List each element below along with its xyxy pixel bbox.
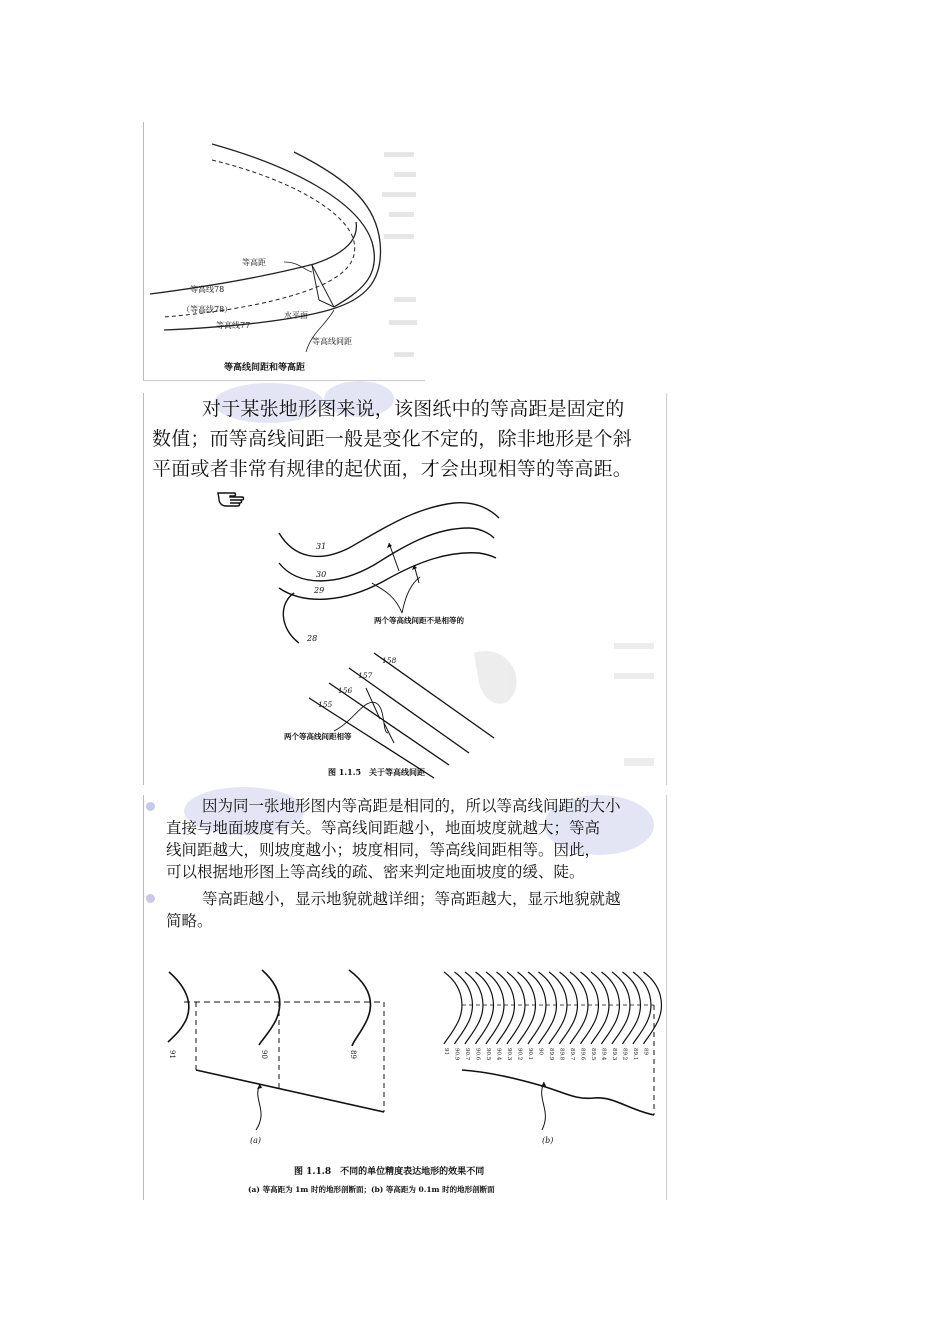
sublabel-b: (b) (542, 1136, 554, 1145)
contour-31-line (279, 503, 499, 557)
a-label-91: 91 (168, 1050, 176, 1059)
b-contour-label: 90.3 (506, 1048, 512, 1061)
contour-label-28: 28 (307, 634, 318, 643)
b-contour-line (455, 972, 473, 1044)
b-contour-line (633, 972, 651, 1044)
contour-label-29: 29 (314, 586, 325, 595)
contour-label-158: 158 (382, 656, 397, 665)
bullet2-line-2: 简略。 (166, 912, 213, 930)
b-label-group (443, 1048, 649, 1061)
label-contour-spacing: 等高线间距 (312, 337, 352, 346)
b-contour-line (497, 972, 515, 1044)
b-contour-label: 89.4 (600, 1048, 607, 1061)
figure1-caption: 等高线间距和等高距 (224, 363, 306, 373)
bullet2-line-1: 等高距越小，显示地貌就越详细；等高距越大，显示地貌就越 (202, 890, 621, 908)
figure-1-1-8-caption-line2: (a) 等高距为 1m 时的地形剖断面；(b) 等高距为 0.1m 时的地形剖断面 (248, 1185, 495, 1194)
b-contour-label: 90.7 (464, 1048, 470, 1061)
b-contour-line (465, 972, 483, 1044)
b-contour-label: 90.1 (527, 1048, 533, 1061)
b-contour-label: 89.8 (558, 1048, 565, 1061)
bullet1-line-3: 线间距越大，则坡度越小；坡度相同，等高线间距相等。因此， (166, 841, 601, 859)
b-contour-line (581, 972, 599, 1044)
b-contour-line (476, 972, 494, 1044)
b-contour-group (444, 972, 661, 1044)
b-contour-label: 89.3 (611, 1048, 617, 1061)
a-label-89: 89 (349, 1050, 357, 1059)
slide2-line-1: 对于某张地形图来说，该图纸中的等高距是固定的 (202, 398, 625, 420)
label-contour-77: 等高线77 (216, 321, 251, 330)
bullet-1 (146, 802, 155, 811)
contour-spacing-figure (144, 493, 666, 785)
b-contour-line (539, 972, 557, 1044)
b-contour-label: 91 (443, 1048, 449, 1055)
b-contour-line (549, 972, 567, 1044)
b-contour-line (570, 972, 588, 1044)
figure-1-1-5-caption: 图 1.1.5 关于等高线间距 (328, 767, 426, 777)
contour-78-line (212, 144, 374, 307)
b-contour-line (507, 972, 525, 1044)
contour-interval-diagram (144, 122, 425, 380)
label-horizontal-plane: 水平面 (284, 311, 308, 320)
b-contour-label: 90.4 (495, 1048, 502, 1061)
b-contour-label: 89.2 (621, 1048, 628, 1061)
contour-precision-figure (144, 960, 666, 1200)
b-contour-label: 89.6 (579, 1048, 586, 1061)
figure-1-1-8-caption-line1: 图 1.1.8 不同的单位精度表达地形的效果不同 (294, 1167, 485, 1177)
b-contour-label: 90.6 (474, 1048, 481, 1061)
b-contour-line (444, 972, 462, 1044)
b-contour-line (612, 972, 630, 1044)
b-contour-line (560, 972, 578, 1044)
b-contour-label: 89.5 (590, 1048, 596, 1061)
bottom-figure-note: 两个等高线间距相等 (284, 732, 352, 741)
slide2-line-3: 平面或者非常有规律的起伏面，才会出现相等的等高距。 (152, 458, 633, 480)
label-contour-78-dashed: （等高线78） (182, 305, 233, 314)
b-contour-line (528, 972, 546, 1044)
contour-label-31: 31 (316, 542, 327, 551)
contour-29-line (279, 553, 496, 600)
b-contour-line (591, 972, 609, 1044)
bullet1-line-1: 因为同一张地形图内等高距是相同的，所以等高线间距的大小 (202, 797, 621, 815)
b-contour-label: 89.7 (569, 1048, 575, 1061)
a-label-90: 90 (260, 1050, 268, 1059)
slide-contour-spacing (143, 393, 667, 785)
sublabel-a: (a) (250, 1136, 262, 1145)
b-contour-label: 90.9 (453, 1048, 460, 1061)
figure-contour-interval (143, 122, 425, 381)
contour-label-156: 156 (338, 686, 353, 695)
b-contour-label: 90 (537, 1048, 544, 1055)
label-contour-78: 等高线78 (190, 285, 225, 294)
bullet-2 (146, 894, 155, 903)
label-contour-interval: 等高距 (242, 258, 266, 267)
b-contour-line (486, 972, 504, 1044)
slide2-line-2: 数值；而等高线间距一般是变化不定的，除非地形是个斜 (152, 428, 633, 450)
contour-label-157: 157 (358, 671, 373, 680)
contour-30-line (279, 528, 494, 581)
bullet1-line-2: 直接与地面坡度有关。等高线间距越小，地面坡度就越大；等高 (166, 819, 601, 837)
b-contour-line (518, 972, 536, 1044)
b-contour-line (644, 972, 662, 1044)
contour-label-155: 155 (318, 700, 333, 709)
b-contour-line (602, 972, 620, 1044)
contour-label-30: 30 (316, 570, 327, 579)
bullet1-line-4: 可以根据地形图上等高线的疏、密来判定地面坡度的缓、陡。 (166, 863, 585, 881)
slide-contour-density (143, 795, 667, 1200)
contour-28-line (283, 593, 299, 643)
b-contour-label: 89 (642, 1048, 649, 1055)
b-contour-label: 90.2 (516, 1048, 523, 1061)
b-contour-label: 89.9 (548, 1048, 554, 1061)
b-contour-label: 89.1 (632, 1048, 638, 1061)
top-figure-note: 两个等高线间距不是相等的 (374, 616, 464, 625)
b-contour-label: 90.5 (485, 1048, 491, 1061)
b-contour-line (623, 972, 641, 1044)
